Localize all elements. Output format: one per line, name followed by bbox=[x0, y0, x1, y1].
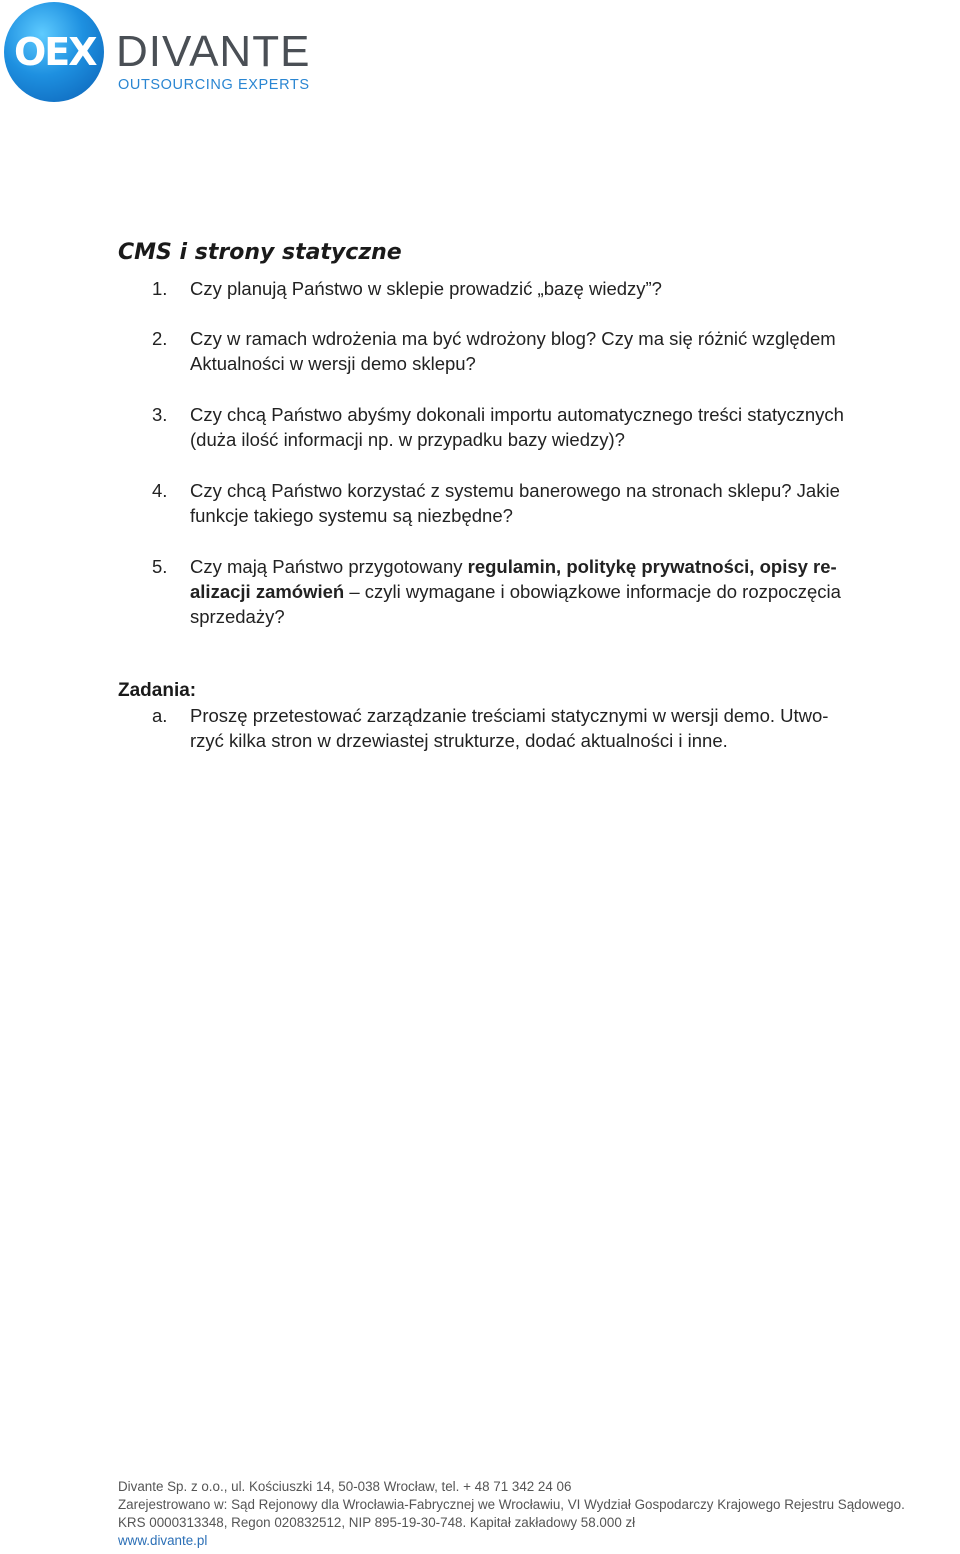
footer-company-ids: KRS 0000313348, Regon 020832512, NIP 895-19-30-748. Kapitał zakładowy 58.000 zł bbox=[118, 1515, 636, 1530]
question-text-prefix: Czy mają Państwo przygotowany bbox=[190, 556, 468, 577]
footer-website-link[interactable]: www.divante.pl bbox=[118, 1533, 208, 1548]
logo-mark: OEX bbox=[14, 30, 96, 74]
question-item bbox=[0, 402, 960, 452]
divante-logo bbox=[4, 2, 334, 102]
task-letter: a. bbox=[152, 705, 168, 726]
question-text-line: sprzedaży? bbox=[190, 606, 285, 627]
question-text-line: Aktualności w wersji demo sklepu? bbox=[190, 353, 476, 374]
question-item bbox=[0, 326, 960, 376]
question-item bbox=[0, 478, 960, 528]
task-text-line: rzyć kilka stron w drzewiastej strukturze, dodać aktualności i inne. bbox=[190, 730, 728, 751]
question-text: Czy planują Państwo w sklepie prowadzić „bazę wiedzy”? bbox=[190, 278, 662, 299]
question-text-line bbox=[190, 579, 960, 604]
footer-address: Divante Sp. z o.o., ul. Kościuszki 14, 50-038 Wrocław, tel. + 48 71 342 24 06 bbox=[118, 1479, 572, 1494]
question-text-suffix: – czyli wymagane i obowiązkowe informacje do rozpoczęcia bbox=[344, 581, 841, 602]
section-heading: CMS i strony statyczne bbox=[118, 240, 402, 265]
question-number: 2. bbox=[152, 328, 168, 349]
question-item bbox=[0, 554, 960, 629]
logo-tagline: OUTSOURCING EXPERTS bbox=[118, 77, 310, 93]
question-number: 1. bbox=[152, 278, 168, 299]
tasks-heading: Zadania: bbox=[118, 680, 197, 701]
footer-registration: Zarejestrowano w: Sąd Rejonowy dla Wrocławia-Fabrycznej we Wrocławiu, VI Wydział Gospodarczy Krajowego Rejestru Sądowego. bbox=[118, 1497, 905, 1512]
page-footer bbox=[118, 1478, 905, 1550]
question-number: 3. bbox=[152, 404, 168, 425]
logo-name: DIVANTE bbox=[116, 27, 311, 76]
question-text-line: Czy chcą Państwo korzystać z systemu banerowego na stronach sklepu? Jakie bbox=[190, 480, 840, 501]
question-text-line: funkcje takiego systemu są niezbędne? bbox=[190, 505, 513, 526]
question-number: 5. bbox=[152, 556, 168, 577]
question-text-line bbox=[190, 554, 960, 579]
question-text-bold: regulamin, politykę prywatności, opisy re- bbox=[467, 556, 837, 577]
task-text-line: Proszę przetestować zarządzanie treściami statycznymi w wersji demo. Utwo- bbox=[190, 705, 829, 726]
question-text-line: (duża ilość informacji np. w przypadku bazy wiedzy)? bbox=[190, 429, 625, 450]
question-text-bold: alizacji zamówień bbox=[190, 581, 345, 602]
task-item bbox=[0, 703, 960, 753]
question-number: 4. bbox=[152, 480, 168, 501]
question-text-line: Czy w ramach wdrożenia ma być wdrożony blog? Czy ma się różnić względem bbox=[190, 328, 836, 349]
question-item bbox=[0, 276, 960, 301]
question-text-line: Czy chcą Państwo abyśmy dokonali importu automatycznego treści statycznych bbox=[190, 404, 844, 425]
